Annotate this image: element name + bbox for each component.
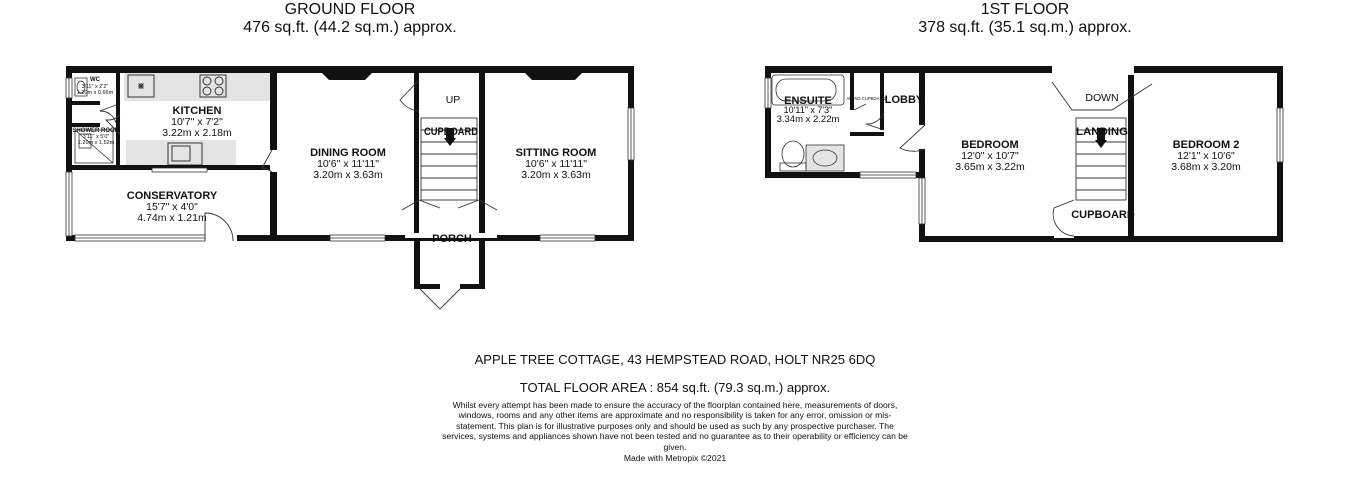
total-floor-area: TOTAL FLOOR AREA : 854 sq.ft. (79.3 sq.m.) approx.	[519, 380, 831, 395]
conservatory-label: CONSERVATORY	[126, 190, 218, 202]
landing-stairs-arrow-icon	[1095, 140, 1107, 148]
landing-label: LANDING	[1076, 126, 1128, 138]
airing-cupboard-label: AIRING CUPBOARD	[846, 96, 886, 101]
conservatory-dims-imperial: 15'7" x 4'0"	[146, 201, 198, 213]
first-floor-area: 378 sq.ft. (35.1 sq.m.) approx.	[918, 19, 1132, 36]
wc-dims-imperial: 3'11" x 2'2"	[81, 84, 109, 90]
kitchen-dims-imperial: 10'7" x 7'2"	[171, 116, 223, 128]
stairs-up-label: UP	[445, 94, 461, 106]
landing-cupboard-label: CUPBOARD	[1071, 209, 1135, 221]
disclaimer-text: Whilst every attempt has been made to ensure the accuracy of the floorplan contained here, measurements of doors, windows, rooms and any other items are approximate and no responsibility is taken for any error, omission or mis-statement. This plan is for illustrative purposes only and should be used as such by any prospective purchaser. The services, systems and appliances shown have not been tested and no guarantee as to their operability or efficiency can be given.	[442, 400, 908, 452]
kitchen-label: KITCHEN	[172, 105, 222, 117]
wc-label: WC	[90, 77, 100, 83]
ground-floor-area: 476 sq.ft. (44.2 sq.m.) approx.	[243, 19, 457, 36]
ensuite-dims-imperial: 10'11" x 7'3"	[783, 105, 833, 115]
first-floor-plan	[765, 64, 1283, 242]
dining-room-label: DINING ROOM	[310, 147, 386, 159]
made-with-credit: Made with Metropix ©2021	[623, 453, 727, 463]
property-address: APPLE TREE COTTAGE, 43 HEMPSTEAD ROAD, HOLT NR25 6DQ	[474, 352, 876, 367]
porch-label: PORCH	[432, 233, 472, 245]
dining-room-dims-imperial: 10'6" x 11'11"	[317, 158, 379, 170]
shower-room-label: SHOWER ROOM	[72, 128, 120, 134]
lobby-label: LOBBY	[884, 94, 924, 106]
conservatory-dims-metric: 4.74m x 1.21m	[137, 212, 207, 224]
sitting-room-dims-imperial: 10'6" x 11'11"	[525, 158, 587, 170]
bedroom-2-label: BEDROOM 2	[1172, 139, 1240, 151]
bedroom-label: BEDROOM	[961, 139, 1019, 151]
kitchen-dims-metric: 3.22m x 2.18m	[162, 127, 232, 139]
bedroom-dims-imperial: 12'0" x 10'7"	[961, 150, 1019, 162]
cupboard-label: CUPBOARD	[424, 126, 479, 138]
dining-room-dims-metric: 3.20m x 3.63m	[313, 169, 383, 181]
ensuite-dims-metric: 3.34m x 2.22m	[776, 114, 840, 125]
sitting-room-dims-metric: 3.20m x 3.63m	[521, 169, 591, 181]
bedroom-dims-metric: 3.65m x 3.22m	[955, 161, 1025, 173]
bedroom-2-dims-imperial: 12'1" x 10'6"	[1177, 150, 1235, 162]
kitchen-worktop-bottom	[126, 140, 236, 166]
first-floor-title: 1ST FLOOR	[980, 1, 1070, 18]
bedroom-2-dims-metric: 3.68m x 3.20m	[1171, 161, 1241, 173]
shower-room-dims-metric: 1.20m x 1.52m	[77, 140, 115, 146]
ensuite-label: ENSUITE	[784, 95, 832, 107]
fireplace-icons	[322, 73, 582, 80]
sitting-room-label: SITTING ROOM	[515, 147, 597, 159]
shower-room-dims-imperial: 3'11" x 5'0"	[82, 134, 110, 140]
ground-floor-title: GROUND FLOOR	[284, 1, 416, 18]
stairs-down-label: DOWN	[1085, 92, 1119, 104]
wc-dims-metric: 1.20m x 0.66m	[76, 90, 114, 96]
ground-floor-plan	[66, 66, 634, 309]
